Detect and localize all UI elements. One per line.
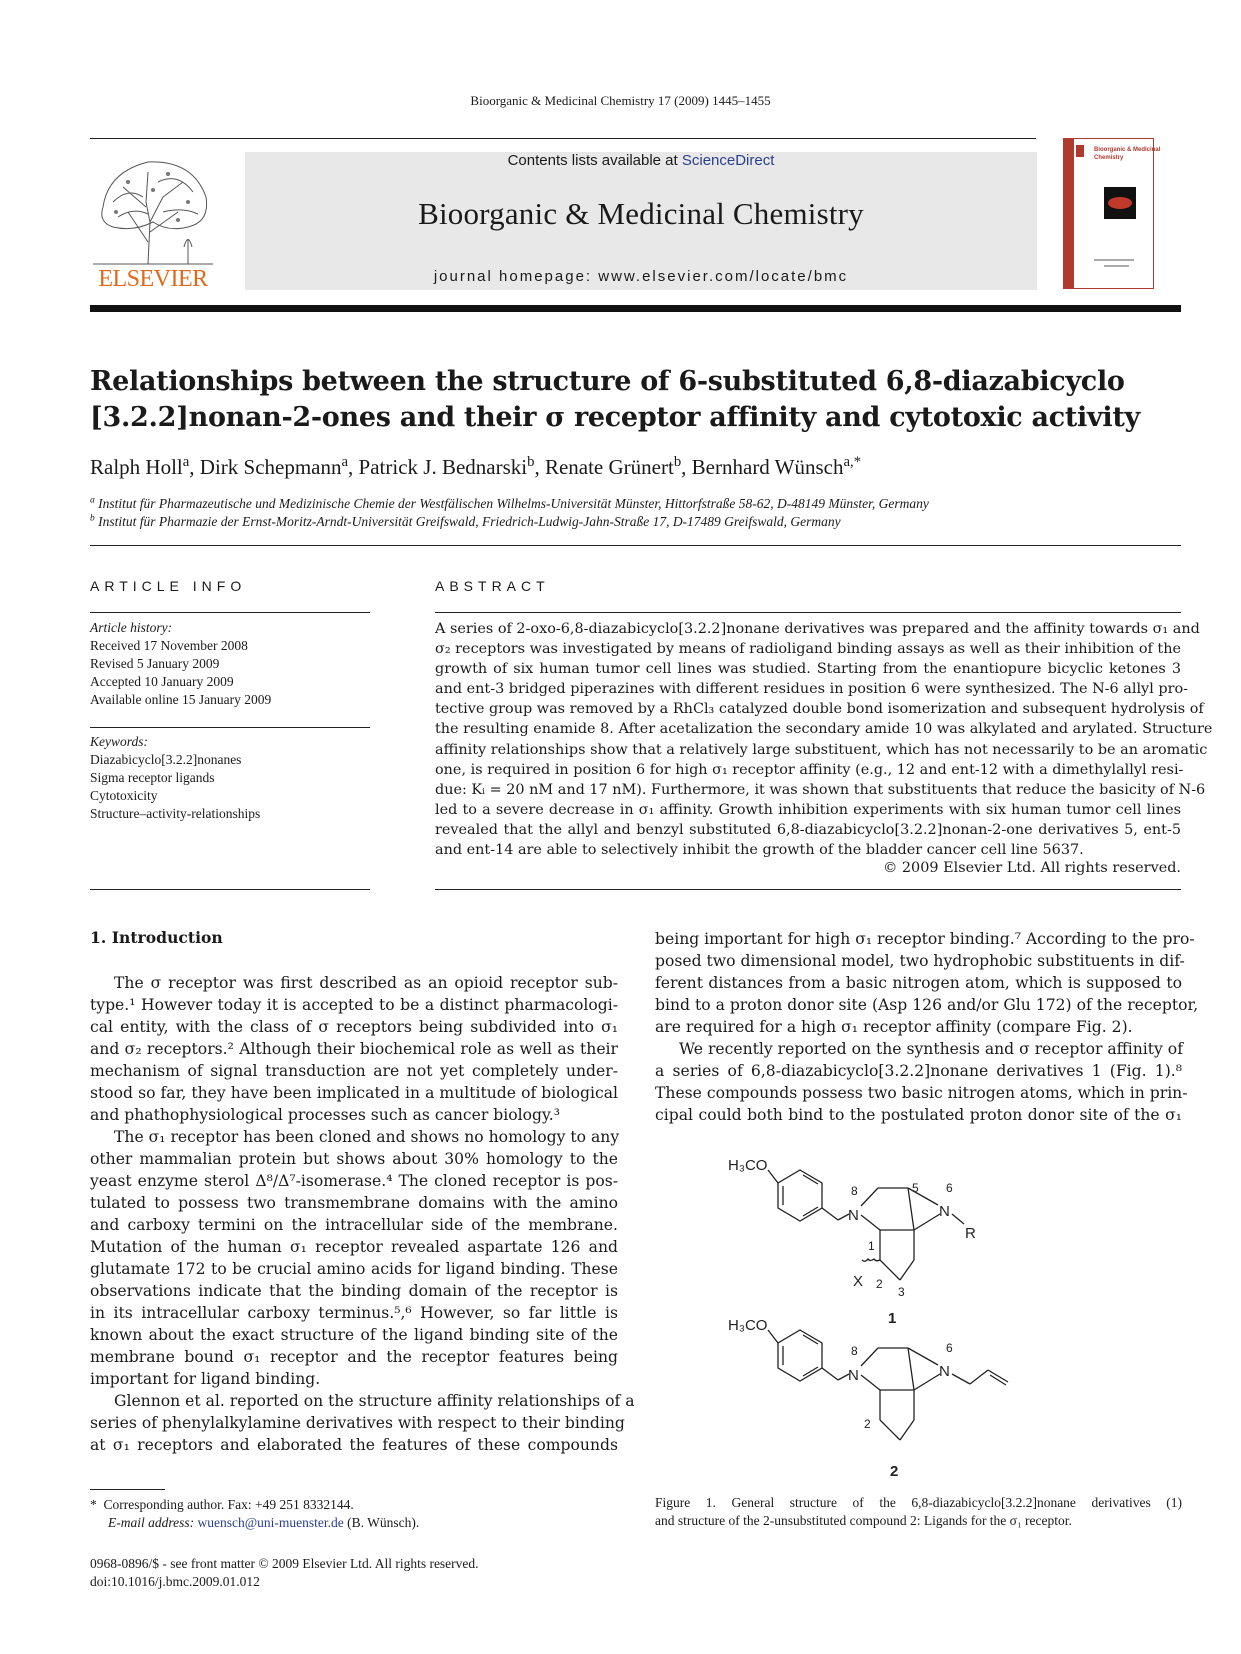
body-column-right [655,928,1199,1126]
email-suffix: (B. Wünsch). [343,1515,420,1530]
locant-label: 5 [912,1181,919,1195]
front-matter-text: 0968-0896/$ - see front matter © 2009 Elsevier Ltd. All rights reserved. [90,1556,479,1571]
body-line: and phathophysiological processes such as cancer biology.³ [90,1106,560,1124]
article-info-heading: ARTICLE INFO [90,578,247,594]
abstract-line: and ent-14 are able to selectively inhibit the growth of the bladder cancer cell line 5637. [435,842,1084,859]
author-affiliation-mark: a [341,454,349,470]
footnote-rule [90,1489,165,1490]
history-item: Available online 15 January 2009 [90,692,272,707]
divider [435,612,1181,613]
author-name[interactable]: Patrick J. Bednarski [358,455,528,479]
nitrogen-label: N [848,1367,859,1384]
author-affiliation-mark: b [527,454,535,470]
abstract-heading: ABSTRACT [435,578,550,594]
front-matter [90,1555,690,1591]
body-line: The σ₁ receptor has been cloned and shows no homology to any [114,1128,620,1146]
compound-number: 1 [888,1310,897,1327]
author-affiliation-mark: a [182,454,190,470]
contents-line [245,152,1037,169]
affiliation-b [90,514,1190,530]
compound-number: 2 [890,1463,899,1480]
journal-homepage[interactable]: journal homepage: www.elsevier.com/locate/bmc [433,268,849,285]
body-line: posed two dimensional model, two hydrophobic substituents in dif- [655,952,1185,970]
body-column-left [90,972,635,1456]
abstract-line: growth of six human tumor cell lines was studied. Starting from the enantiopure bicyclic ketones 3 [435,661,1181,678]
abstract-line: σ₂ receptors was investigated by means of radioligand binding assays as well as their inhibition of the [435,641,1181,658]
divider [90,889,370,890]
nitrogen-label: N [939,1203,950,1220]
locant-label: 3 [898,1285,905,1299]
body-line: in its intracellular carboxy terminus.⁵,⁶ However, so far little is [90,1304,618,1322]
divider [90,727,370,728]
corresponding-text: Corresponding author. Fax: +49 251 8332144. [103,1497,354,1512]
locant-label: 1 [868,1239,875,1253]
affiliation-divider [90,545,1181,546]
journal-title: Bioorganic & Medicinal Chemistry [418,196,864,231]
abstract-line: the resulting enamide 8. After acetalization the secondary amide 10 was alkylated and arylated. Structure [435,721,1213,738]
affiliation-b-text: Institut für Pharmazie der Ernst-Moritz-Arndt-Universität Greifswald, Friedrich-Ludwig-Jahn-Straße 17, D-17489 Greifswald, Germany [98,514,841,529]
top-divider [90,138,1036,139]
abstract-line: tective group was removed by a RhCl₃ catalyzed double bond isomerization and subsequent hydrolysis of [435,701,1204,718]
corresponding-author-footnote [90,1496,610,1532]
affiliation-a [90,496,1190,512]
abstract-line: revealed that the allyl and benzyl substituted 6,8-diazabicyclo[3.2.2]nonan-2-one derivatives 5, ent-5 [435,821,1181,838]
abstract-body [435,619,1213,860]
body-line: a series of 6,8-diazabicyclo[3.2.2]nonane derivatives 1 (Fig. 1).⁸ [655,1062,1182,1080]
header-thick-rule [90,305,1181,312]
publisher-name: ELSEVIER [98,266,208,292]
history-label: Article history: [90,620,173,635]
caption-line: Figure 1. General structure of the 6,8-diazabicyclo[3.2.2]nonane derivatives (1) [655,1495,1182,1510]
body-line: known about the exact structure of the ligand binding site of the [90,1326,618,1344]
keywords [90,733,370,823]
body-line: stood so far, they have been implicated in a multitude of biological [90,1084,618,1102]
history-item: Accepted 10 January 2009 [90,674,234,689]
locant-label: 8 [851,1344,858,1358]
abstract-line: and ent-3 bridged piperazines with different residues in position 6 were synthesized. The N-6 allyl pro- [435,681,1188,698]
body-line: We recently reported on the synthesis and σ receptor affinity of [679,1040,1183,1058]
figure-1-structures [728,1148,1100,1488]
nitrogen-label: N [848,1207,859,1224]
methoxy-label: H₃CO [728,1317,768,1334]
author-affiliation-mark: a,* [843,454,862,470]
body-line: The σ receptor was first described as an opioid receptor sub- [114,974,618,992]
journal-cover-thumbnail [1063,138,1161,289]
body-line: Glennon et al. reported on the structure affinity relationships of a [114,1392,635,1410]
history-item: Revised 5 January 2009 [90,656,220,671]
author-name[interactable]: Dirk Schepmann [199,455,342,479]
methoxy-label: H₃CO [728,1157,768,1174]
author-affiliation-mark: b [673,454,682,470]
abstract-copyright: © 2009 Elsevier Ltd. All rights reserved. [882,860,1181,876]
doi-text[interactable]: doi:10.1016/j.bmc.2009.01.012 [90,1574,260,1589]
author-name[interactable]: Renate Grünert [544,455,674,479]
body-line: cipal could both bind to the postulated proton donor site of the σ₁ [655,1106,1182,1124]
abstract-line: due: Kᵢ = 20 nM and 17 nM). Furthermore, it was shown that substituents that reduce the basicity of N-6 [435,781,1206,798]
body-line: series of phenylalkylamine derivatives with respect to their binding [90,1414,625,1432]
abstract-line: A series of 2-oxo-6,8-diazabicyclo[3.2.2]nonane derivatives was prepared and the affinity towards σ₁ and [435,621,1200,637]
body-line: bind to a proton donor site (Asp 126 and/or Glu 172) of the receptor, [655,996,1199,1014]
body-line: mechanism of signal transduction are not yet completely under- [90,1062,618,1080]
keywords-label: Keywords: [90,734,148,749]
body-line: ferent distances from a basic nitrogen atom, which is supposed to [655,974,1182,992]
author-name[interactable]: Ralph Holl [90,455,183,479]
author-name[interactable]: Bernhard Wünsch [691,455,844,479]
body-line: other mammalian protein but shows about 30% homology to the [90,1150,618,1168]
journal-citation: Bioorganic & Medicinal Chemistry 17 (2009) 1445–1455 [470,93,771,108]
nitrogen-label: N [939,1363,950,1380]
locant-label: 8 [851,1184,858,1198]
body-line: These compounds possess two basic nitrogen atoms, which in prin- [655,1084,1188,1102]
cover-title-2: Chemistry [1094,155,1124,161]
abstract-line: affinity relationships show that a relatively large substituent, which has not necessarily to be an aromatic [435,741,1208,758]
body-line: type.¹ However today it is accepted to be a distinct pharmacologi- [90,996,618,1014]
keyword: Sigma receptor ligands [90,770,215,785]
caption-line: and structure of the 2-unsubstituted compound 2: Ligands for the σ₁ receptor. [655,1513,1072,1528]
keyword: Structure–activity-relationships [90,806,261,821]
asterisk-mark: * [90,1497,104,1512]
article-title [90,364,1150,436]
divider [435,889,1181,890]
body-line: and σ₂ receptors.² Although their biochemical role as well as their [90,1040,618,1058]
locant-label: 2 [876,1277,883,1291]
body-line: Mutation of the human σ₁ receptor revealed aspartate 126 and [90,1238,618,1256]
body-line: membrane bound σ₁ receptor and the receptor features being [90,1348,618,1366]
body-line: important for ligand binding. [90,1370,321,1388]
substituent-r-label: R [965,1225,976,1242]
body-line: at σ₁ receptors and elaborated the features of these compounds [90,1436,618,1454]
body-line: cal entity, with the class of σ receptors being subdivided into σ₁ [90,1018,618,1036]
body-line: tulated to possess two transmembrane domains with the amino [90,1194,618,1212]
body-line: glutamate 172 to be crucial amino acids for ligand binding. These [90,1260,618,1278]
contents-prefix: Contents lists available at [507,152,682,169]
title-line-2: [3.2.2]nonan-2-ones and their σ receptor affinity and cytotoxic activity [90,402,1140,433]
history-item: Received 17 November 2008 [90,638,248,653]
divider [90,612,370,613]
body-line: being important for high σ₁ receptor binding.⁷ According to the pro- [655,930,1195,948]
body-line: are required for a high σ₁ receptor affinity (compare Fig. 2). [655,1018,1133,1036]
cover-title-1: Bioorganic & Medicinal [1094,147,1161,153]
locant-label: 6 [946,1181,953,1195]
article-history [90,619,370,709]
affiliation-mark: b [90,513,95,524]
keyword: Cytotoxicity [90,788,158,803]
substituent-x-label: X [853,1273,864,1290]
abstract-line: one, is required in position 6 for high σ₁ receptor affinity (e.g., 12 and ent-12 with a dimethylallyl resi- [435,761,1184,778]
email-link[interactable]: wuensch@uni-muenster.de [197,1515,344,1530]
section-heading-introduction: 1. Introduction [90,928,223,947]
locant-label: 6 [946,1341,953,1355]
sciencedirect-link[interactable]: ScienceDirect [681,152,775,169]
body-line: observations indicate that the binding domain of the receptor is [90,1282,618,1300]
figure-1-caption [655,1494,1182,1530]
keyword: Diazabicyclo[3.2.2]nonanes [90,752,242,767]
abstract-line: led to a severe decrease in σ₁ affinity. Growth inhibition experiments with six human tumor cell lines [435,801,1181,818]
author-list: Ralph Holl$^a$, Dirk Schepmann$^a$, Patrick J. Bednarski$^b$, Renate Grünert$^b$, Bernhard Wünsch$^{a,*}$ [90,454,862,479]
body-line: and carboxy termini on the intracellular side of the membrane. [90,1216,618,1234]
locant-label: 2 [864,1417,871,1431]
affiliation-mark: a [90,495,95,506]
title-line-1: Relationships between the structure of 6-substituted 6,8-diazabicyclo [90,366,1125,397]
body-line: yeast enzyme sterol Δ⁸/Δ⁷-isomerase.⁴ The cloned receptor is pos- [90,1172,618,1190]
affiliation-a-text: Institut für Pharmazeutische und Medizinische Chemie der Westfälischen Wilhelms-Universität Münster, Hittorfstraße 58-62, D-48149 Münster, Germany [98,496,929,511]
email-label: E-mail address: [108,1515,198,1530]
